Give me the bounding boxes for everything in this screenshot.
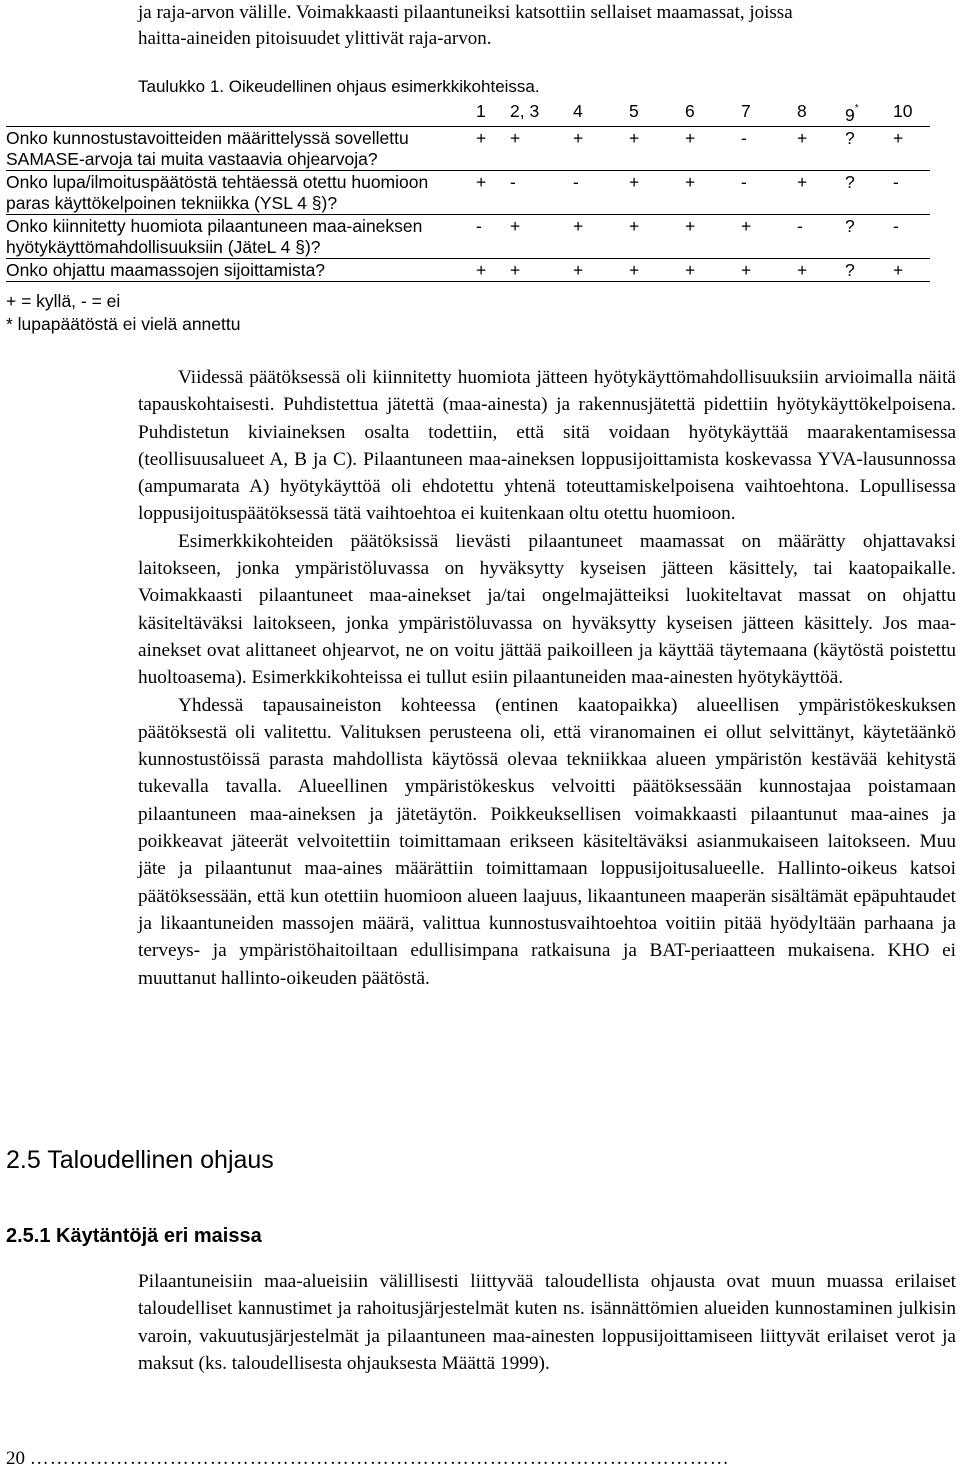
paragraph: Viidessä päätöksessä oli kiinnitetty huomiota jätteen hyötykäyttömahdollisuuksiin arvioimalla näitä tapauskohtaisesti. Puhdistettua jätettä (maa-ainesta) ja rakennusjätettä pidettiin hyötykäyttökelpoisena. Puhdistetun kiviaineksen osalta todettiin, että sitä voidaan hyötykäyttää maarakentamisessa (teollisuusalueet A, B ja C). Pilaantuneen maa-aineksen loppusijoittamista koskevassa YVA-lausunnossa (ampumarata A) hyötykäyttöä oli ehdotettu yhtenä toteuttamiskelpoisena vaihtoehtona. Lopullisessa loppusijoituspäätöksessä tätä vaihtoehtoa ei kuitenkaan oltu otettu huomioon.: [138, 367, 956, 525]
row-value: +: [629, 170, 685, 214]
row-value: +: [510, 126, 573, 170]
row-value: +: [629, 258, 685, 281]
row-value: +: [476, 170, 510, 214]
table-row: [6, 170, 930, 214]
footnote-star: *: [854, 103, 859, 114]
table-caption: Taulukko 1. Oikeudellinen ohjaus esimerkkikohteissa.: [138, 77, 540, 96]
row-value: -: [476, 214, 510, 258]
row-value: -: [797, 214, 845, 258]
row-value: -: [741, 126, 797, 170]
row-value: +: [893, 258, 930, 281]
legend-line: * lupapäätöstä ei vielä annettu: [6, 314, 241, 334]
row-value: +: [629, 126, 685, 170]
row-value: +: [476, 258, 510, 281]
case-table: [6, 100, 930, 282]
row-value: +: [741, 214, 797, 258]
table-row: [6, 126, 930, 170]
row-question: Onko kiinnitetty huomiota pilaantuneen maa-aineksen hyötykäyttömahdollisuuksiin (JäteL 4 §)?: [6, 214, 476, 258]
row-value: ?: [845, 258, 893, 281]
row-value: -: [510, 170, 573, 214]
table-row: [6, 258, 930, 281]
subsection-heading: 2.5.1 Käytäntöjä eri maissa: [6, 1225, 262, 1247]
section-heading: 2.5 Taloudellinen ohjaus: [6, 1146, 274, 1174]
footer-dots: ……………………………………………………………………………………………: [29, 1448, 730, 1469]
row-value: +: [510, 214, 573, 258]
column-header: 8: [797, 101, 807, 121]
body-text: [138, 364, 956, 992]
intro-line: haitta-aineiden pitoisuudet ylittivät raja-arvon.: [138, 28, 492, 49]
column-header: 6: [685, 101, 695, 121]
column-header: 5: [629, 101, 639, 121]
row-value: ?: [845, 214, 893, 258]
intro-text: [138, 0, 938, 52]
column-header: 1: [476, 101, 486, 121]
table-legend: [6, 290, 240, 336]
table-row: [6, 214, 930, 258]
row-value: +: [741, 258, 797, 281]
paragraph: Yhdessä tapausaineiston kohteessa (entinen kaatopaikka) alueellisen ympäristökeskuksen päätöksestä oli valitettu. Valituksen perusteena oli, että viranomainen ei ollut selvittänyt, käytetäänkö kunnostustöissä parasta mahdollista käytössä olevaa tekniikkaa alueen ympäristön kestävää kehitystä tukevalla tavalla. Alueellinen ympäristökeskus velvoitti päätöksessään kunnostajaa poistamaan pilaantuneen maa-aineksen ja jätetäytön. Poikkeuksellisen voimakkaasti pilaantunut maa-aines ja poikkeavat jäteerät velvoitettiin toimittamaan erikseen käsiteltäväksi asianmukaiseen laitokseen. Muu jäte ja pilaantunut maa-aines määrättiin toimittamaan loppusijoitusalueelle. Hallinto-oikeus katsoi päätöksessään, että kun otettiin huomioon alueen laajuus, likaantuneen maaperän sisältämät epäpuhtaudet ja likaantuneiden massojen määrä, valittua kunnostusvaihtoehtoa voitiin pitää hyödyltään parhaana ja terveys- ja ympäristöhaitoiltaan edullisimpana ratkaisuna ja BAT-periaatteen mukaisena. KHO ei muuttanut hallinto-oikeuden päätöstä.: [138, 694, 956, 989]
row-value: +: [797, 170, 845, 214]
legend-line: + = kyllä, - = ei: [6, 291, 121, 311]
row-value: +: [685, 214, 741, 258]
row-value: +: [893, 126, 930, 170]
column-header: [845, 100, 893, 126]
row-value: ?: [845, 170, 893, 214]
row-value: +: [685, 258, 741, 281]
column-header-label: 9: [845, 104, 855, 125]
row-question: Onko kunnostustavoitteiden määrittelyssä sovellettu SAMASE-arvoja tai muita vastaavia ohjearvoja?: [6, 126, 476, 170]
row-value: -: [893, 170, 930, 214]
intro-line: ja raja-arvon välille. Voimakkaasti pilaantuneiksi katsottiin sellaiset maamassat, joissa: [138, 2, 793, 23]
row-value: +: [685, 170, 741, 214]
page-number: 20: [6, 1448, 25, 1469]
table-header-empty: [6, 100, 476, 126]
row-value: +: [797, 258, 845, 281]
page-footer: [6, 1448, 936, 1470]
row-value: -: [573, 170, 629, 214]
row-value: +: [797, 126, 845, 170]
section-paragraph: Pilaantuneisiin maa-alueisiin välillisesti liittyvää taloudellista ohjausta ovat muun muassa erilaiset taloudelliset kannustimet ja rahoitusjärjestelmät kuten ns. isännättömien alueiden kunnostaminen julkisin varoin, vakuutusjärjestelmät ja pilaantuneen maa-ainesten loppusijoittamiseen liittyvät erilaiset verot ja maksut (ks. taloudellisesta ohjauksesta Määttä 1999).: [138, 1271, 956, 1374]
row-value: +: [685, 126, 741, 170]
row-value: +: [510, 258, 573, 281]
row-question: Onko lupa/ilmoituspäätöstä tehtäessä otettu huomioon paras käyttökelpoinen tekniikka (YSL 4 §)?: [6, 170, 476, 214]
paragraph: Esimerkkikohteiden päätöksissä lievästi pilaantuneet maamassat on määrätty ohjattavaksi laitokseen, jonka ympäristöluvassa on hyväksytty kyseisen jätteen käsittely, tai kaatopaikalle. Voimakkaasti pilaantuneet maa-ainekset ja/tai ongelmajätteiksi luokiteltavat massat on ohjattu käsiteltäväksi laitokseen, jonka ympäristöluvassa on hyväksytty kyseisen jätteen käsittely. Jos maa-ainekset ovat alittaneet ohjearvot, ne on voitu jättää paikoilleen ja käyttää täytemaana (käytöstä poistettu huoltoasema). Esimerkkikohteissa ei tullut esiin pilaantuneiden maa-ainesten hyötykäyttöä.: [138, 530, 956, 689]
row-value: -: [741, 170, 797, 214]
row-question: Onko ohjattu maamassojen sijoittamista?: [6, 258, 476, 281]
row-value: -: [893, 214, 930, 258]
row-value: +: [476, 126, 510, 170]
column-header: 2, 3: [510, 101, 540, 121]
column-header: 10: [893, 101, 913, 121]
row-value: +: [573, 258, 629, 281]
column-header: 7: [741, 101, 751, 121]
row-value: +: [629, 214, 685, 258]
column-header: 4: [573, 101, 583, 121]
row-value: +: [573, 126, 629, 170]
table-header-row: [6, 100, 930, 126]
row-value: ?: [845, 126, 893, 170]
row-value: +: [573, 214, 629, 258]
